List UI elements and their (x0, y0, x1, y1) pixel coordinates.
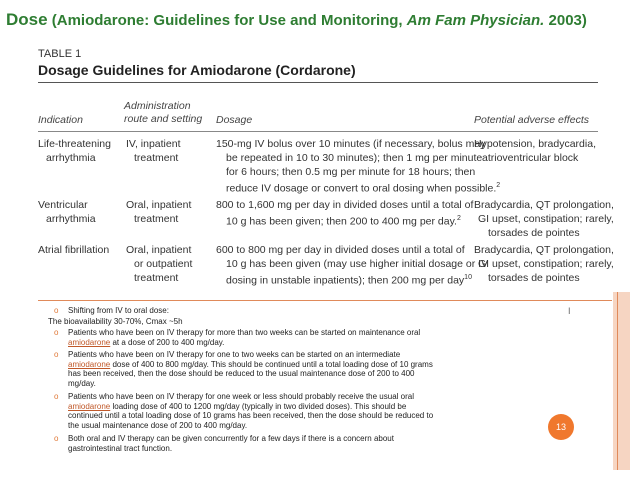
row3-dosage-ref: 10 (464, 274, 472, 281)
b3-line4: the usual maintenance dose of 200 to 400 mg/day. (68, 420, 248, 430)
b2-line3: has been received, then the dose should be reduced to the usual maintenance dose of 200 to 400 (68, 369, 415, 378)
row1-dosage (216, 137, 500, 196)
b3-line3: continued until a total loading dose of 10 grams has been received, then the dose should be reduced to (68, 411, 434, 420)
header-admin-line1: Administration (124, 100, 191, 112)
row1-adverse-l2: atrioventricular block (482, 152, 579, 164)
row2-indication (38, 198, 96, 226)
b2-line2: dose of 400 to 800 mg/day. This should be continued until a total loading dose of 10 grams (110, 359, 433, 369)
row2-indication-l1: Ventricular (38, 199, 88, 211)
header-rule (38, 131, 598, 132)
slide-bullet-2 (68, 350, 433, 388)
row1-indication-l2: arrhythmia (46, 152, 96, 164)
b3-link[interactable]: amiodarone (68, 401, 111, 411)
table-top-rule (38, 82, 598, 83)
row3-route (126, 243, 192, 285)
row1-dosage-ref: 2 (496, 182, 501, 189)
row2-adverse-l1: Bradycardia, QT prolongation, (474, 199, 614, 211)
slide-title (6, 10, 587, 30)
bullet-icon: o (54, 328, 59, 337)
row1-indication (38, 137, 111, 165)
title-year: 2003) (544, 12, 587, 29)
table-caption: TABLE 1 (38, 48, 82, 60)
title-journal: Am Fam Physician. (406, 12, 545, 29)
row2-adverse (474, 198, 614, 240)
row1-dosage-l2: be repeated in 10 to 30 minutes); then 1 mg per minute (226, 152, 483, 164)
row3-adverse-l1: Bradycardia, QT prolongation, (474, 244, 614, 256)
row3-indication-l1: Atrial fibrillation (38, 244, 110, 256)
row1-route-l2: treatment (134, 152, 179, 164)
slide-side-bar (613, 292, 630, 470)
slide-side-bar-line (617, 292, 618, 470)
row2-dosage (216, 198, 473, 229)
b1-link[interactable]: amiodarone (68, 337, 111, 347)
row1-route-l1: IV, inpatient (126, 138, 181, 150)
row2-adverse-l2: GI upset, constipation; rarely, (478, 213, 614, 225)
slide-bullet-3 (68, 392, 433, 430)
row2-route (126, 198, 191, 226)
embedded-slide (38, 292, 630, 470)
row1-dosage-l3: for 6 hours; then 0.5 mg per minute for 18 hours; then (226, 166, 476, 178)
row2-adverse-l3: torsades de pointes (488, 227, 580, 239)
slide-bullet-4 (68, 434, 394, 453)
row3-dosage-l3: dosing in unstable inpatients); then 200 mg per day (226, 274, 465, 287)
row3-adverse-l2: GI upset, constipation; rarely, (478, 258, 614, 270)
row2-route-l2: treatment (134, 213, 179, 225)
bullet-icon: o (54, 306, 59, 315)
row2-indication-l2: arrhythmia (46, 213, 96, 225)
row3-dosage-l2: 10 g has been given (may use higher initial dosage or IV (226, 258, 489, 270)
b4-line1: Both oral and IV therapy can be given concurrently for a few days if there is a concern about (68, 434, 394, 443)
b2-link[interactable]: amiodarone (68, 359, 111, 369)
title-citation: Amiodarone: Guidelines for Use and Monitoring, (56, 12, 403, 29)
row3-dosage (216, 243, 488, 288)
slide-divider (38, 300, 612, 301)
row2-route-l1: Oral, inpatient (126, 199, 192, 211)
row1-indication-l1: Life-threatening (38, 138, 111, 150)
bullet-icon: o (54, 392, 59, 401)
row1-route (126, 137, 181, 165)
row3-adverse (474, 243, 614, 285)
table-title: Dosage Guidelines for Amiodarone (Cordarone) (38, 62, 356, 78)
row1-dosage-l1: 150-mg IV bolus over 10 minutes (if necessary, bolus may (216, 138, 486, 150)
header-administration (124, 100, 202, 126)
row3-route-l3: treatment (134, 272, 179, 284)
b3-line1: Patients who have been on IV therapy for one week or less should probably receive the usual oral (68, 392, 414, 401)
cursor-icon: I (568, 306, 571, 316)
row3-adverse-l3: torsades de pointes (488, 272, 580, 284)
header-admin-line2: route and setting (124, 113, 203, 125)
b1-line2: at a dose of 200 to 400 mg/day. (110, 337, 225, 347)
b1-line1: Patients who have been on IV therapy for more than two weeks can be started on maintenance oral (68, 328, 421, 337)
row1-adverse-l1: Hypotension, bradycardia, (474, 138, 596, 150)
row2-dosage-l2: 10 g has been given; then 200 to 400 mg per day. (226, 215, 457, 228)
row3-route-l2: or outpatient (134, 258, 193, 270)
row3-dosage-l1: 600 to 800 mg per day in divided doses until a total of (216, 244, 465, 256)
slide-intro: Shifting from IV to oral dose: (68, 306, 169, 315)
bullet-icon: o (54, 350, 59, 359)
row1-adverse (474, 137, 596, 165)
row1-dosage-l4: reduce IV dosage or convert to oral dosing when possible. (226, 182, 497, 195)
header-dosage: Dosage (216, 114, 253, 126)
title-open: ( (47, 12, 57, 29)
page-number-badge: 13 (548, 414, 574, 440)
slide-bioavailability: The bioavailability 30-70%, Cmax ~5h (48, 317, 183, 326)
title-dose: Dose (6, 10, 48, 29)
row2-dosage-l1: 800 to 1,600 mg per day in divided doses until a total of (216, 199, 474, 211)
row2-dosage-ref: 2 (456, 215, 461, 222)
header-adverse: Potential adverse effects (474, 114, 589, 126)
header-indication: Indication (38, 114, 83, 126)
b3-line2: loading dose of 400 to 1200 mg/day (typically in two divided doses). This should be (110, 401, 407, 411)
slide-bullet-1 (68, 328, 420, 347)
row3-indication (38, 243, 109, 257)
b2-line4: mg/day. (68, 378, 96, 388)
bullet-icon: o (54, 434, 59, 443)
b2-line1: Patients who have been on IV therapy for one to two weeks can be started on an intermediate (68, 350, 401, 359)
b4-line2: gastrointestinal tract function. (68, 443, 173, 453)
row3-route-l1: Oral, inpatient (126, 244, 192, 256)
